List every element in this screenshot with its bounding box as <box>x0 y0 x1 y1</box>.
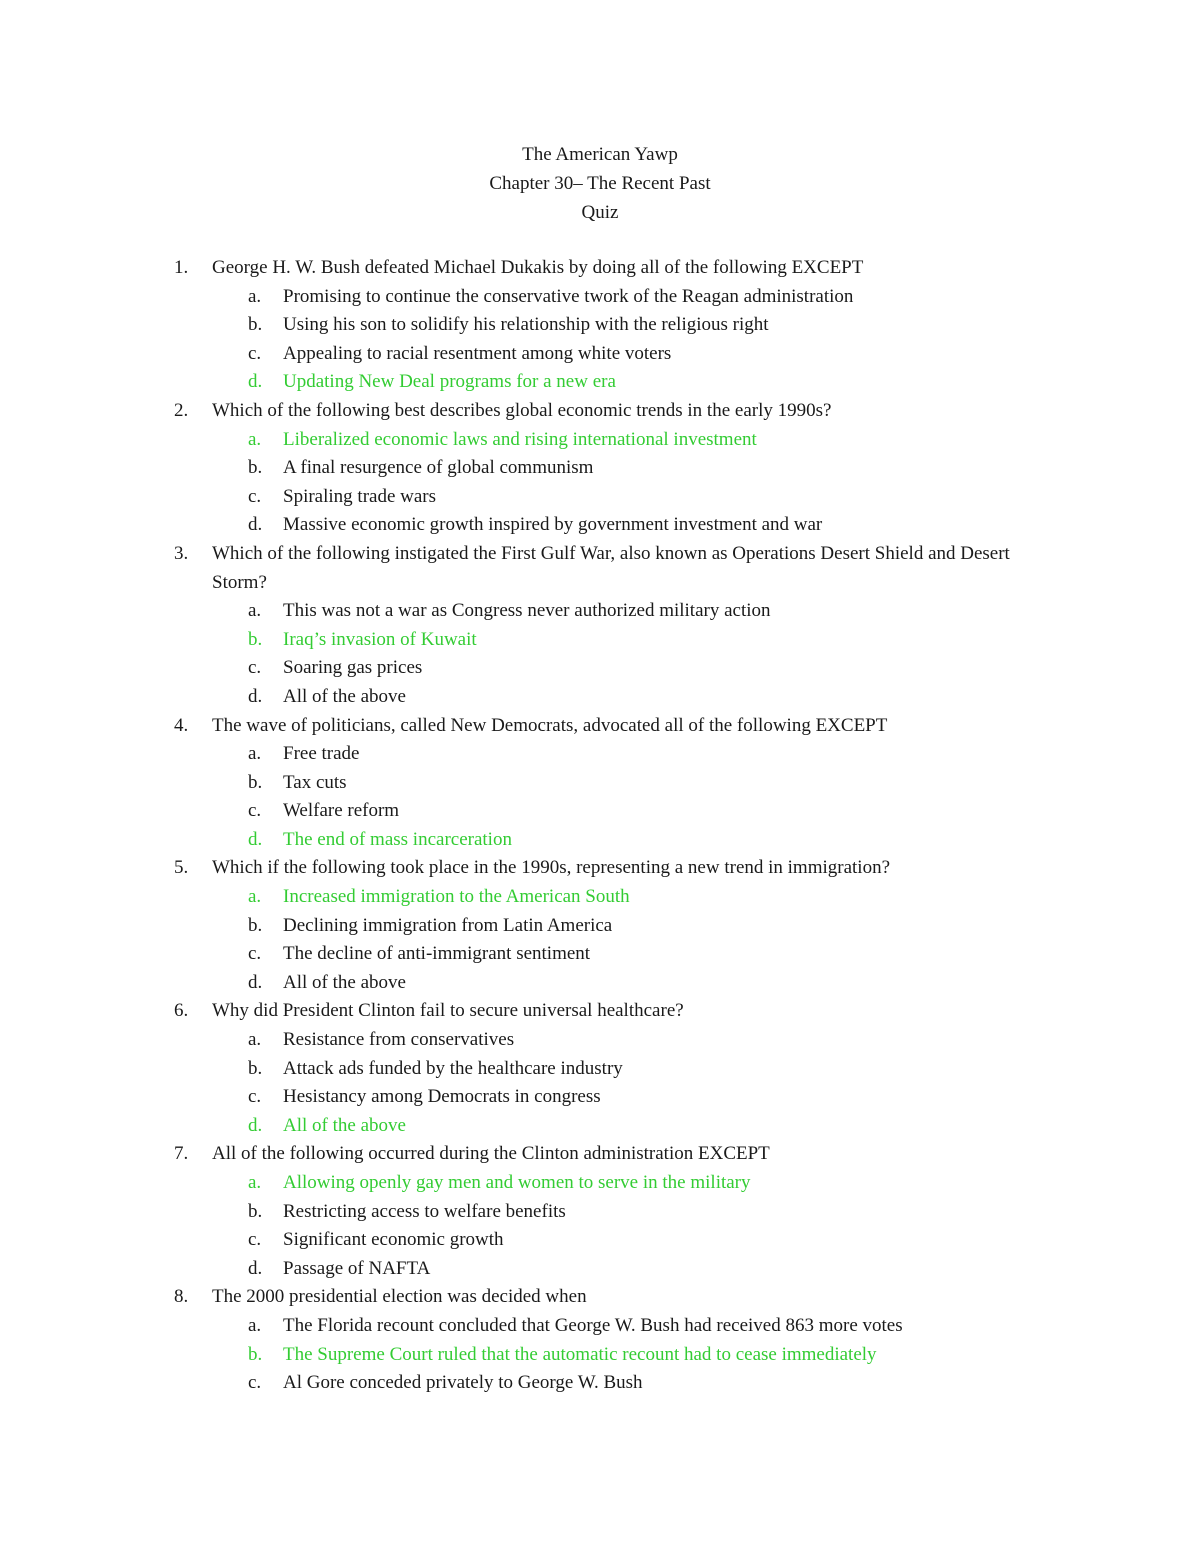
question-number: 4. <box>174 714 189 736</box>
option-text: Resistance from conservatives <box>283 1029 515 1051</box>
option-text: Liberalized economic laws and rising international investment <box>283 428 757 450</box>
option-text: Soaring gas prices <box>283 657 423 679</box>
option-letter: a. <box>248 1029 262 1051</box>
question-text: All of the following occurred during the Clinton administration EXCEPT <box>212 1143 770 1165</box>
option-letter: b. <box>248 1200 263 1222</box>
option-letter: b. <box>248 314 263 336</box>
answer-option-correct <box>0 883 1200 912</box>
question <box>0 712 1200 741</box>
question-number: 7. <box>174 1143 189 1165</box>
question-text: Which if the following took place in the 1990s, representing a new trend in immigration? <box>212 857 891 879</box>
document-title: The American Yawp <box>522 144 678 165</box>
answer-option <box>0 969 1200 998</box>
option-text: Significant economic growth <box>283 1229 504 1251</box>
option-letter: c. <box>248 800 262 822</box>
answer-option <box>0 597 1200 626</box>
question-number: 3. <box>174 542 189 564</box>
question <box>0 1140 1200 1169</box>
option-text: Attack ads funded by the healthcare industry <box>283 1057 623 1079</box>
option-letter: d. <box>248 1257 263 1279</box>
option-letter: a. <box>248 1314 262 1336</box>
option-text: The Supreme Court ruled that the automatic recount had to cease immediately <box>283 1343 877 1365</box>
option-text: A final resurgence of global communism <box>283 457 594 479</box>
option-text: Declining immigration from Latin America <box>283 914 613 936</box>
option-letter: d. <box>248 828 263 850</box>
answer-option <box>0 340 1200 369</box>
option-text: Promising to continue the conservative twork of the Reagan administration <box>283 285 854 307</box>
question-number: 2. <box>174 399 189 421</box>
option-letter: c. <box>248 1372 262 1394</box>
question-text: George H. W. Bush defeated Michael Dukakis by doing all of the following EXCEPT <box>212 257 864 278</box>
answer-option <box>0 283 1200 312</box>
question <box>0 540 1200 597</box>
answer-option <box>0 1026 1200 1055</box>
answer-option <box>0 1083 1200 1112</box>
option-letter: d. <box>248 371 263 393</box>
question-text: Why did President Clinton fail to secure universal healthcare? <box>212 1000 684 1022</box>
question <box>0 254 1200 283</box>
chapter-title: Chapter 30– The Recent Past <box>489 173 711 194</box>
question-text: The wave of politicians, called New Democrats, advocated all of the following EXCEPT <box>212 714 888 736</box>
option-text: Restricting access to welfare benefits <box>283 1200 566 1222</box>
option-letter: c. <box>248 943 262 965</box>
answer-option <box>0 1255 1200 1284</box>
option-text: The Florida recount concluded that George W. Bush had received 863 more votes <box>283 1314 903 1336</box>
question-text: The 2000 presidential election was decided when <box>212 1286 587 1308</box>
option-text: Tax cuts <box>283 771 347 793</box>
option-text: Free trade <box>283 743 360 765</box>
option-letter: c. <box>248 485 262 507</box>
question-text: Which of the following instigated the First Gulf War, also known as Operations Desert Shield and Desert Storm? <box>212 542 1010 593</box>
option-letter: b. <box>248 1057 263 1079</box>
option-text: Al Gore conceded privately to George W. Bush <box>283 1372 643 1394</box>
option-text: Using his son to solidify his relationship with the religious right <box>283 314 769 336</box>
answer-option-correct <box>0 368 1200 397</box>
option-letter: a. <box>248 285 262 307</box>
option-letter: b. <box>248 1343 263 1365</box>
answer-option <box>0 1369 1200 1398</box>
answer-option-correct <box>0 826 1200 855</box>
option-letter: c. <box>248 1086 262 1108</box>
option-text: All of the above <box>283 685 406 707</box>
document-subtitle: Quiz <box>581 202 619 223</box>
question <box>0 1283 1200 1312</box>
answer-option <box>0 483 1200 512</box>
option-text: The end of mass incarceration <box>283 828 512 850</box>
answer-option <box>0 454 1200 483</box>
option-letter: a. <box>248 1172 262 1193</box>
answer-option <box>0 1312 1200 1341</box>
option-text: All of the above <box>283 1114 406 1136</box>
option-text: Welfare reform <box>283 800 400 822</box>
option-text: Allowing openly gay men and women to serve in the military <box>283 1172 751 1193</box>
question-number: 5. <box>174 857 189 879</box>
option-letter: d. <box>248 685 263 707</box>
answer-option-correct <box>0 626 1200 655</box>
option-letter: b. <box>248 457 263 479</box>
question-text: Which of the following best describes global economic trends in the early 1990s? <box>212 399 832 421</box>
option-letter: a. <box>248 428 262 450</box>
option-letter: d. <box>248 1114 263 1136</box>
option-letter: b. <box>248 914 263 936</box>
answer-option <box>0 511 1200 540</box>
option-text: Spiraling trade wars <box>283 485 437 507</box>
question <box>0 997 1200 1026</box>
option-letter: b. <box>248 771 263 793</box>
option-letter: b. <box>248 628 263 650</box>
answer-option <box>0 683 1200 712</box>
option-letter: d. <box>248 971 263 993</box>
answer-option-correct <box>0 1341 1200 1370</box>
answer-option <box>0 740 1200 769</box>
option-text: Appealing to racial resentment among white voters <box>283 342 672 364</box>
quiz-list <box>0 254 1200 1398</box>
answer-option <box>0 940 1200 969</box>
option-text: Increased immigration to the American South <box>283 886 630 908</box>
answer-option <box>0 1198 1200 1227</box>
option-letter: c. <box>248 657 262 679</box>
option-text: Massive economic growth inspired by government investment and war <box>283 514 823 536</box>
option-letter: d. <box>248 514 263 536</box>
question-number: 1. <box>174 257 189 278</box>
answer-option <box>0 1055 1200 1084</box>
answer-option <box>0 1226 1200 1255</box>
question <box>0 854 1200 883</box>
question-number: 6. <box>174 1000 189 1022</box>
answer-option <box>0 797 1200 826</box>
option-text: Passage of NAFTA <box>283 1257 431 1279</box>
option-text: This was not a war as Congress never authorized military action <box>283 600 771 622</box>
answer-option <box>0 769 1200 798</box>
option-text: The decline of anti-immigrant sentiment <box>283 943 591 965</box>
document-header <box>0 140 1200 227</box>
option-text: Iraq’s invasion of Kuwait <box>283 628 477 650</box>
answer-option-correct <box>0 1169 1200 1198</box>
option-text: All of the above <box>283 971 406 993</box>
option-letter: a. <box>248 743 262 765</box>
option-letter: a. <box>248 600 262 622</box>
option-text: Hesistancy among Democrats in congress <box>283 1086 601 1108</box>
question <box>0 397 1200 426</box>
answer-option <box>0 311 1200 340</box>
answer-option-correct <box>0 1112 1200 1141</box>
question-number: 8. <box>174 1286 189 1308</box>
option-letter: a. <box>248 886 262 908</box>
option-text: Updating New Deal programs for a new era <box>283 371 616 393</box>
answer-option-correct <box>0 426 1200 455</box>
option-letter: c. <box>248 342 262 364</box>
answer-option <box>0 912 1200 941</box>
answer-option <box>0 654 1200 683</box>
option-letter: c. <box>248 1229 262 1251</box>
